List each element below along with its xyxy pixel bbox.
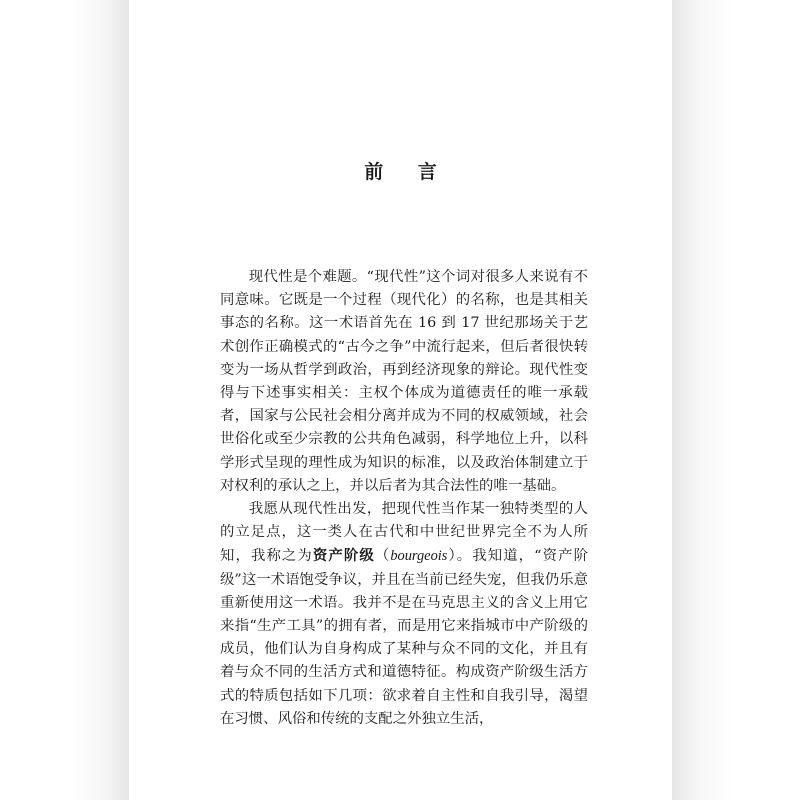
open-paren: （ [374, 548, 391, 565]
page-shadow-left [70, 0, 130, 800]
paragraph-2 [220, 498, 588, 731]
paragraph-1: 现代性是个难题。“现代性”这个词对很多人来说有不同意味。它既是一个过程（现代化）的名称，也是其相关事态的名称。这一术语首先在 16 到 17 世纪那场关于艺术创作正确模式的“古今之争”中流行起来，但后者很快转变为一场从哲学到政治，再到经济现象的辩论。现代性变得与下述事实相关：主权个体成为道德责任的唯一承载者，国家与公民社会相分离并成为不同的权威领域，社会世俗化或至少宗教的公共角色减弱，科学地位上升，以科学形式呈现的理性成为知识的标准，以及政治体制建立于对权利的承认之上，并以后者为其合法性的唯一基础。 [220, 269, 588, 494]
body-text [220, 266, 588, 731]
book-page [129, 0, 672, 800]
paragraph-2-text-after: ）。我知道，“资产阶级”这一术语饱受争议，并且在当前已经失宠，但我仍乐意重新使用这一术语。我并不是在马克思主义的含义上用它来指“生产工具”的拥有者，而是用它来指城市中产阶级的成员，他们认为自身构成了某种与众不同的文化，并且有着与众不同的生活方式和道德特征。构成资产阶级生活方式的特质包括如下几项：欲求着自主性和自我引导，渴望在习惯、风俗和传统的支配之外独立生活， [220, 548, 588, 727]
page-title: 前 言 [364, 161, 451, 183]
italic-term: bourgeois [390, 548, 448, 565]
page-shadow-right [672, 0, 732, 800]
paragraph-2-text-before: 我愿从现代性出发，把现代性当作某一独特类型的人的立足点，这一类人在古代和中世纪世界完全不为人所知，我称之为 [220, 501, 588, 565]
bold-term: 资产阶级 [312, 547, 375, 565]
